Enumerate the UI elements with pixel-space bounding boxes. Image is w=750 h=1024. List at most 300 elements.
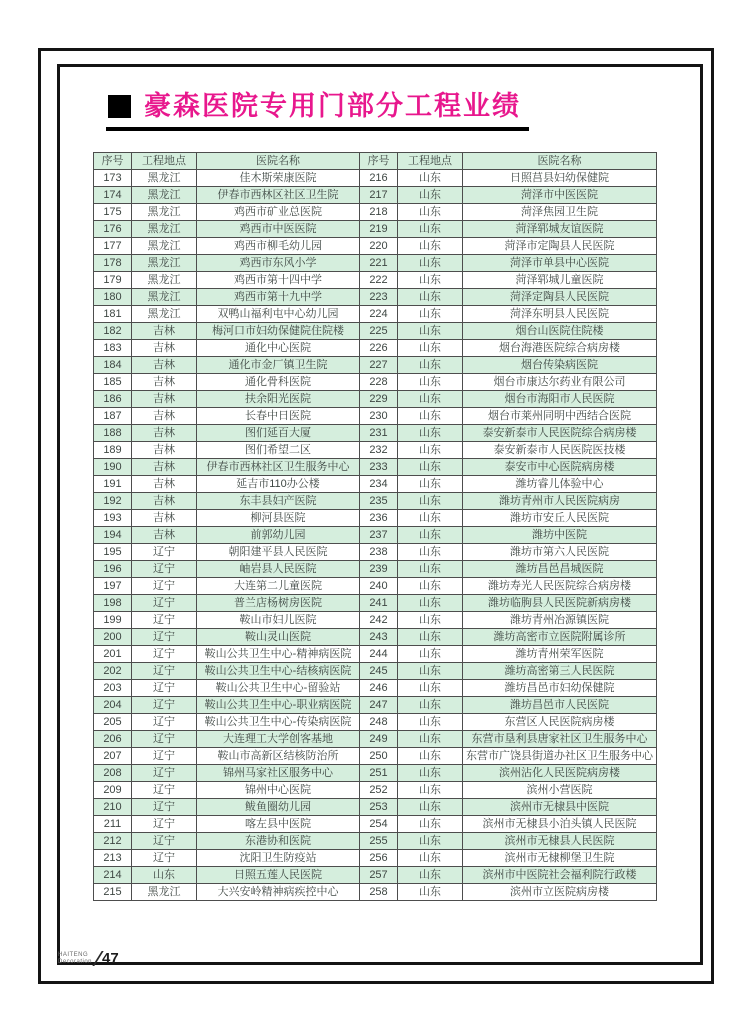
serial-cell: 237: [360, 527, 398, 544]
location-cell: 山东: [398, 476, 463, 493]
table-row: [94, 306, 360, 323]
serial-cell: 192: [94, 493, 132, 510]
hospital-cell: 潍坊市第六人民医院: [463, 544, 657, 561]
location-cell: 吉林: [132, 408, 197, 425]
table-row: [360, 204, 657, 221]
serial-cell: 193: [94, 510, 132, 527]
hospital-cell: 烟台市莱州同明中西结合医院: [463, 408, 657, 425]
hospital-cell: 伊春市西林社区卫生服务中心: [197, 459, 360, 476]
hospital-cell: 鸡西市柳毛幼儿园: [197, 238, 360, 255]
table-row: [94, 476, 360, 493]
serial-cell: 254: [360, 816, 398, 833]
hospital-cell: 烟台山医院住院楼: [463, 323, 657, 340]
serial-cell: 248: [360, 714, 398, 731]
hospital-cell: 泰安新泰市人民医院医技楼: [463, 442, 657, 459]
location-cell: 山东: [398, 459, 463, 476]
table-row: [94, 391, 360, 408]
hospital-cell: 朝阳建平县人民医院: [197, 544, 360, 561]
serial-cell: 221: [360, 255, 398, 272]
hospital-cell: 图们希望二区: [197, 442, 360, 459]
table-row: [360, 306, 657, 323]
hospital-cell: 潍坊中医院: [463, 527, 657, 544]
hospital-cell: 鞍山公共卫生中心-职业病医院: [197, 697, 360, 714]
table-row: [360, 170, 657, 187]
location-cell: 辽宁: [132, 799, 197, 816]
hospital-cell: 滨州小营医院: [463, 782, 657, 799]
table-row: [94, 697, 360, 714]
table-row: [94, 493, 360, 510]
location-cell: 吉林: [132, 357, 197, 374]
location-cell: 山东: [398, 714, 463, 731]
table-row: [360, 663, 657, 680]
serial-cell: 176: [94, 221, 132, 238]
table-header-left: [94, 153, 360, 170]
hospital-cell: 鲅鱼圈幼儿园: [197, 799, 360, 816]
table-header-row: [94, 153, 360, 170]
serial-cell: 258: [360, 884, 398, 901]
serial-cell: 186: [94, 391, 132, 408]
table-row: [94, 289, 360, 306]
hospital-cell: 延吉市110办公楼: [197, 476, 360, 493]
location-cell: 山东: [398, 561, 463, 578]
hospital-cell: 锦州马家社区服务中心: [197, 765, 360, 782]
hospital-cell: 滨州市无棣县中医院: [463, 799, 657, 816]
hospital-cell: 滨州市无棣县小泊头镇人民医院: [463, 816, 657, 833]
table-row: [94, 425, 360, 442]
table-row: [360, 561, 657, 578]
location-cell: 吉林: [132, 476, 197, 493]
table-row: [360, 765, 657, 782]
hospital-cell: 潍坊青州市人民医院病房: [463, 493, 657, 510]
hospital-cell: 鞍山公共卫生中心-留验站: [197, 680, 360, 697]
hospital-cell: 滨州沾化人民医院病房楼: [463, 765, 657, 782]
hospital-cell: 大连理工大学创客基地: [197, 731, 360, 748]
serial-cell: 173: [94, 170, 132, 187]
hospital-cell: 潍坊昌邑昌城医院: [463, 561, 657, 578]
hospital-cell: 鞍山公共卫生中心-结核病医院: [197, 663, 360, 680]
table-row: [94, 459, 360, 476]
location-cell: 山东: [398, 255, 463, 272]
location-cell: 吉林: [132, 374, 197, 391]
location-cell: 吉林: [132, 425, 197, 442]
serial-cell: 191: [94, 476, 132, 493]
hospital-cell: 泰安新泰市人民医院综合病房楼: [463, 425, 657, 442]
table-row: [360, 714, 657, 731]
hospital-cell: 日照五莲人民医院: [197, 867, 360, 884]
serial-cell: 253: [360, 799, 398, 816]
location-cell: 山东: [398, 425, 463, 442]
hospital-cell: 东营市广饶县街道办社区卫生服务中心: [463, 748, 657, 765]
hospital-cell: 潍坊市安丘人民医院: [463, 510, 657, 527]
serial-cell: 224: [360, 306, 398, 323]
table-row: [360, 459, 657, 476]
hospital-cell: 鸡西市东风小学: [197, 255, 360, 272]
table-row: [94, 765, 360, 782]
serial-cell: 233: [360, 459, 398, 476]
table-row: [360, 680, 657, 697]
location-cell: 黑龙江: [132, 238, 197, 255]
serial-cell: 187: [94, 408, 132, 425]
hospital-cell: 鞍山公共卫生中心-精神病医院: [197, 646, 360, 663]
serial-cell: 252: [360, 782, 398, 799]
serial-cell: 197: [94, 578, 132, 595]
page-number: 47: [102, 950, 119, 967]
table-row: [360, 221, 657, 238]
serial-cell: 184: [94, 357, 132, 374]
table-row: [94, 646, 360, 663]
brand-line-2: Decoration: [58, 958, 93, 965]
table-row: [360, 357, 657, 374]
serial-cell: 185: [94, 374, 132, 391]
hospital-cell: 长春中日医院: [197, 408, 360, 425]
hospital-cell: 鸡西市第十九中学: [197, 289, 360, 306]
table-row: [94, 680, 360, 697]
location-cell: 吉林: [132, 527, 197, 544]
table-row: [360, 527, 657, 544]
serial-cell: 232: [360, 442, 398, 459]
hospital-cell: 潍坊高密第三人民医院: [463, 663, 657, 680]
hospital-cell: 潍坊青州荣军医院: [463, 646, 657, 663]
hospital-cell: 东营区人民医院病房楼: [463, 714, 657, 731]
location-cell: 山东: [398, 221, 463, 238]
serial-cell: 177: [94, 238, 132, 255]
table-row: [94, 187, 360, 204]
location-cell: 山东: [398, 646, 463, 663]
serial-cell: 256: [360, 850, 398, 867]
serial-cell: 251: [360, 765, 398, 782]
location-cell: 黑龙江: [132, 170, 197, 187]
table-row: [94, 238, 360, 255]
serial-cell: 242: [360, 612, 398, 629]
location-cell: 吉林: [132, 323, 197, 340]
hospital-cell: 柳河县医院: [197, 510, 360, 527]
hospital-cell: 烟台市康达尔药业有限公司: [463, 374, 657, 391]
location-cell: 黑龙江: [132, 289, 197, 306]
serial-cell: 214: [94, 867, 132, 884]
serial-cell: 225: [360, 323, 398, 340]
serial-cell: 183: [94, 340, 132, 357]
serial-cell: 228: [360, 374, 398, 391]
location-cell: 山东: [398, 238, 463, 255]
hospital-cell: 岫岩县人民医院: [197, 561, 360, 578]
serial-cell: 213: [94, 850, 132, 867]
hospital-cell: 通化骨科医院: [197, 374, 360, 391]
serial-cell: 199: [94, 612, 132, 629]
location-cell: 山东: [398, 357, 463, 374]
hospital-cell: 鸡西市矿业总医院: [197, 204, 360, 221]
location-cell: 山东: [398, 595, 463, 612]
serial-cell: 205: [94, 714, 132, 731]
serial-cell: 204: [94, 697, 132, 714]
location-cell: 山东: [398, 697, 463, 714]
table-row: [360, 323, 657, 340]
brand-mark: [58, 952, 92, 966]
table-row: [360, 476, 657, 493]
serial-cell: 178: [94, 255, 132, 272]
table-row: [360, 731, 657, 748]
location-cell: 山东: [398, 323, 463, 340]
location-cell: 山东: [398, 442, 463, 459]
serial-cell: 249: [360, 731, 398, 748]
hospital-cell: 潍坊临朐县人民医院新病房楼: [463, 595, 657, 612]
table-row: [94, 714, 360, 731]
hospital-cell: 潍坊寿光人民医院综合病房楼: [463, 578, 657, 595]
serial-cell: 246: [360, 680, 398, 697]
location-cell: 辽宁: [132, 731, 197, 748]
serial-cell: 208: [94, 765, 132, 782]
table-row: [360, 782, 657, 799]
location-cell: 吉林: [132, 442, 197, 459]
hospital-cell: 东营市垦利县唐家社区卫生服务中心: [463, 731, 657, 748]
table-row: [94, 663, 360, 680]
location-cell: 山东: [132, 867, 197, 884]
hospital-cell: 东港协和医院: [197, 833, 360, 850]
serial-cell: 175: [94, 204, 132, 221]
table-row: [94, 799, 360, 816]
location-cell: 山东: [398, 272, 463, 289]
table-row: [94, 255, 360, 272]
hospital-cell: 鞍山公共卫生中心-传染病医院: [197, 714, 360, 731]
serial-cell: 220: [360, 238, 398, 255]
serial-cell: 203: [94, 680, 132, 697]
serial-header: 序号: [360, 153, 398, 170]
location-cell: 辽宁: [132, 748, 197, 765]
location-cell: 山东: [398, 884, 463, 901]
serial-cell: 194: [94, 527, 132, 544]
table-row: [360, 697, 657, 714]
hospital-cell: 烟台海港医院综合病房楼: [463, 340, 657, 357]
table-row: [360, 408, 657, 425]
serial-cell: 222: [360, 272, 398, 289]
table-row: [360, 374, 657, 391]
hospital-cell: 菏泽市定陶县人民医院: [463, 238, 657, 255]
location-cell: 山东: [398, 510, 463, 527]
table-row: [94, 782, 360, 799]
hospital-cell: 佳木斯荣康医院: [197, 170, 360, 187]
table-row: [360, 850, 657, 867]
location-cell: 辽宁: [132, 544, 197, 561]
table-row: [94, 578, 360, 595]
hospital-cell: 菏泽市中医医院: [463, 187, 657, 204]
table-row: [94, 374, 360, 391]
serial-cell: 189: [94, 442, 132, 459]
hospital-cell: 菏泽市单县中心医院: [463, 255, 657, 272]
serial-cell: 202: [94, 663, 132, 680]
hospital-cell: 菏泽东明县人民医院: [463, 306, 657, 323]
serial-cell: 196: [94, 561, 132, 578]
hospital-cell: 前郭幼儿园: [197, 527, 360, 544]
serial-cell: 182: [94, 323, 132, 340]
projects-table-left: [93, 152, 360, 901]
hospital-cell: 通化中心医院: [197, 340, 360, 357]
location-header: 工程地点: [398, 153, 463, 170]
table-row: [360, 578, 657, 595]
hospital-cell: 大连第二儿童医院: [197, 578, 360, 595]
location-cell: 山东: [398, 187, 463, 204]
location-cell: 山东: [398, 765, 463, 782]
hospital-cell: 潍坊高密市立医院附属诊所: [463, 629, 657, 646]
hospital-cell: 滨州市无棣县人民医院: [463, 833, 657, 850]
table-row: [94, 748, 360, 765]
hospital-cell: 潍坊昌邑市妇幼保健院: [463, 680, 657, 697]
location-cell: 山东: [398, 816, 463, 833]
location-cell: 山东: [398, 680, 463, 697]
serial-cell: 174: [94, 187, 132, 204]
hospital-cell: 梅河口市妇幼保健院住院楼: [197, 323, 360, 340]
hospital-cell: 滨州市无棣柳堡卫生院: [463, 850, 657, 867]
hospital-cell: 双鸭山福利屯中心幼儿园: [197, 306, 360, 323]
location-cell: 山东: [398, 850, 463, 867]
table-row: [94, 833, 360, 850]
location-cell: 辽宁: [132, 561, 197, 578]
table-row: [360, 187, 657, 204]
location-cell: 吉林: [132, 459, 197, 476]
serial-cell: 230: [360, 408, 398, 425]
table-header-right: [360, 153, 657, 170]
serial-cell: 206: [94, 731, 132, 748]
serial-cell: 245: [360, 663, 398, 680]
location-cell: 山东: [398, 204, 463, 221]
table-row: [94, 323, 360, 340]
projects-table-right: [359, 152, 657, 901]
table-row: [94, 867, 360, 884]
hospital-cell: 沈阳卫生防疫站: [197, 850, 360, 867]
table-row: [360, 289, 657, 306]
location-cell: 辽宁: [132, 850, 197, 867]
serial-cell: 250: [360, 748, 398, 765]
location-cell: 山东: [398, 340, 463, 357]
brand-line-1: HAITENG: [58, 951, 89, 958]
location-cell: 山东: [398, 493, 463, 510]
table-row: [94, 544, 360, 561]
location-cell: 山东: [398, 748, 463, 765]
serial-cell: 238: [360, 544, 398, 561]
location-cell: 辽宁: [132, 816, 197, 833]
serial-cell: 236: [360, 510, 398, 527]
location-cell: 辽宁: [132, 833, 197, 850]
hospital-cell: 潍坊青州冶源镇医院: [463, 612, 657, 629]
hospital-cell: 泰安市中心医院病房楼: [463, 459, 657, 476]
hospital-cell: 普兰店杨树房医院: [197, 595, 360, 612]
location-cell: 黑龙江: [132, 204, 197, 221]
projects-tables: [93, 152, 657, 901]
table-row: [360, 748, 657, 765]
location-cell: 山东: [398, 544, 463, 561]
hospital-cell: 日照莒县妇幼保健院: [463, 170, 657, 187]
table-row: [94, 731, 360, 748]
serial-header: 序号: [94, 153, 132, 170]
hospital-cell: 喀左县中医院: [197, 816, 360, 833]
hospital-cell: 扶余阳光医院: [197, 391, 360, 408]
hospital-cell: 鞍山市妇儿医院: [197, 612, 360, 629]
table-row: [360, 340, 657, 357]
hospital-cell: 锦州中心医院: [197, 782, 360, 799]
table-row: [94, 850, 360, 867]
location-cell: 山东: [398, 799, 463, 816]
location-cell: 山东: [398, 306, 463, 323]
table-row: [360, 442, 657, 459]
serial-cell: 239: [360, 561, 398, 578]
table-row: [360, 255, 657, 272]
table-row: [94, 884, 360, 901]
page-inner-border: [57, 64, 703, 965]
table-row: [360, 544, 657, 561]
serial-cell: 257: [360, 867, 398, 884]
table-row: [360, 425, 657, 442]
title-block: [106, 93, 529, 131]
hospital-cell: 滨州市立医院病房楼: [463, 884, 657, 901]
hospital-cell: 烟台传染病医院: [463, 357, 657, 374]
hospital-cell: 潍坊昌邑市人民医院: [463, 697, 657, 714]
table-row: [360, 595, 657, 612]
serial-cell: 211: [94, 816, 132, 833]
serial-cell: 241: [360, 595, 398, 612]
table-row: [94, 527, 360, 544]
hospital-cell: 鸡西市第十四中学: [197, 272, 360, 289]
table-header-row: [360, 153, 657, 170]
location-cell: 山东: [398, 578, 463, 595]
serial-cell: 243: [360, 629, 398, 646]
table-row: [94, 612, 360, 629]
serial-cell: 188: [94, 425, 132, 442]
table-row: [94, 408, 360, 425]
serial-cell: 180: [94, 289, 132, 306]
location-cell: 山东: [398, 663, 463, 680]
location-cell: 辽宁: [132, 765, 197, 782]
location-cell: 山东: [398, 629, 463, 646]
hospital-cell: 菏泽焦园卫生院: [463, 204, 657, 221]
hospital-cell: 潍坊睿儿体验中心: [463, 476, 657, 493]
serial-cell: 255: [360, 833, 398, 850]
table-row: [94, 442, 360, 459]
table-row: [94, 816, 360, 833]
location-cell: 黑龙江: [132, 306, 197, 323]
hospital-cell: 鞍山灵山医院: [197, 629, 360, 646]
serial-cell: 210: [94, 799, 132, 816]
table-row: [360, 510, 657, 527]
table-row: [360, 867, 657, 884]
hospital-cell: 通化市金厂镇卫生院: [197, 357, 360, 374]
location-cell: 辽宁: [132, 714, 197, 731]
hospital-cell: 烟台市海阳市人民医院: [463, 391, 657, 408]
hospital-header: 医院名称: [197, 153, 360, 170]
location-cell: 吉林: [132, 510, 197, 527]
location-cell: 辽宁: [132, 629, 197, 646]
location-cell: 辽宁: [132, 697, 197, 714]
table-row: [94, 204, 360, 221]
serial-cell: 226: [360, 340, 398, 357]
serial-cell: 200: [94, 629, 132, 646]
location-cell: 辽宁: [132, 612, 197, 629]
serial-cell: 215: [94, 884, 132, 901]
hospital-cell: 大兴安岭精神病疾控中心: [197, 884, 360, 901]
location-cell: 吉林: [132, 493, 197, 510]
page-title: 豪森医院专用门部分工程业绩: [144, 91, 521, 121]
serial-cell: 207: [94, 748, 132, 765]
location-cell: 山东: [398, 408, 463, 425]
hospital-cell: 菏泽郓城儿童医院: [463, 272, 657, 289]
table-row: [360, 272, 657, 289]
hospital-cell: 东丰县妇产医院: [197, 493, 360, 510]
location-cell: 山东: [398, 731, 463, 748]
hospital-header: 医院名称: [463, 153, 657, 170]
table-row: [94, 340, 360, 357]
location-cell: 山东: [398, 527, 463, 544]
location-cell: 山东: [398, 833, 463, 850]
square-bullet-icon: [108, 95, 131, 118]
location-cell: 黑龙江: [132, 255, 197, 272]
table-row: [360, 493, 657, 510]
